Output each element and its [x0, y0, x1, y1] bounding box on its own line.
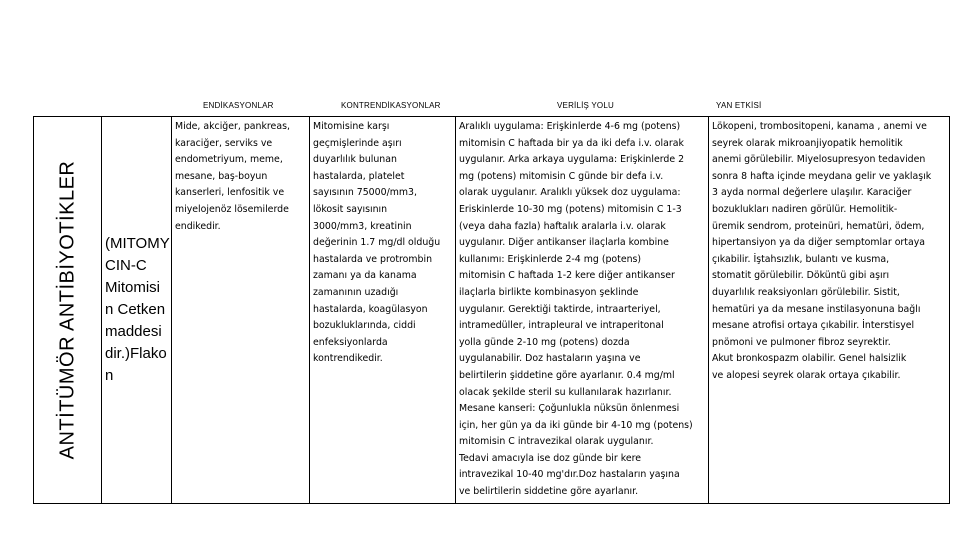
text-line: duyarlılık bulunan: [313, 154, 397, 166]
text-line: geçmişlerinde aşırı: [313, 137, 402, 149]
text-line: enfeksiyonlarda: [313, 336, 388, 348]
text-line: hastalarda, platelet: [313, 170, 405, 182]
text-line: dir.)Flako: [105, 344, 167, 362]
text-line: kontrendikedir.: [313, 353, 383, 365]
text-line: mesane, baş-boyun: [175, 170, 268, 182]
table-row: [34, 117, 950, 504]
text-line: mg (potens) mitomisin C günde bir defa i.v.: [459, 170, 664, 182]
drug-table: [33, 116, 950, 504]
category-cell: [34, 117, 102, 504]
text-line: 3 ayda normal değerlere ulaşılır. Karaciğer: [712, 187, 912, 199]
text-line: lökosit sayısının: [313, 203, 388, 215]
text-line: Mitomisi: [105, 278, 160, 296]
text-line: çıkabilir. İştahsızlık, bulantı ve kusma,: [712, 253, 890, 265]
text-line: sonra 8 hafta içinde meydana gelir ve yaklaşık: [712, 170, 932, 182]
header-route: VERİLİŞ YOLU: [557, 101, 614, 110]
text-line: ilaçlarla birlikte kombinasyon şeklinde: [459, 286, 639, 298]
text-line: olarak uygulanır. Aralıklı yüksek doz uygulama:: [459, 187, 681, 199]
text-line: maddesi: [105, 322, 162, 340]
text-line: hematüri ya da mesane instilasyonuna bağlı: [712, 303, 921, 315]
header-contraindications: KONTRENDİKASYONLAR: [341, 101, 441, 110]
text-line: hipertansiyon ya da diğer semptomlar ortaya: [712, 237, 926, 249]
text-line: değerinin 1.7 mg/dl olduğu: [313, 237, 441, 249]
text-line: 3000/mm3, kreatinin: [313, 220, 412, 232]
text-line: ve alopesi seyrek olarak ortaya çıkabilir.: [712, 369, 901, 381]
text-line: seyrek olarak mikroanjiyopatik hemolitik: [712, 137, 903, 149]
text-line: Tedavi amacıyla ise doz günde bir kere: [459, 452, 642, 464]
text-line: Aralıklı uygulama: Erişkinlerde 4-6 mg (potens): [459, 121, 681, 132]
text-line: kullanımı: Erişkinlerde 2-4 mg (potens): [459, 253, 642, 265]
text-line: sayısının 75000/mm3,: [313, 187, 417, 199]
header-indications: ENDİKASYONLAR: [203, 101, 274, 110]
text-line: ve belirtilerin siddetine göre ayarlanır.: [459, 486, 639, 498]
text-line: üremik sendrom, proteinüri, hematüri, ödem,: [712, 220, 925, 232]
text-line: Mitomisine karşı: [313, 121, 390, 132]
text-line: mesane atrofisi ortaya çıkabilir. İnterstisyel: [712, 320, 915, 332]
text-line: hastalarda ve protrombin: [313, 253, 433, 265]
text-line: Mide, akciğer, pankreas,: [175, 121, 290, 132]
text-line: bozukluklarında, ciddi: [313, 320, 416, 332]
side-effects-cell: [709, 117, 950, 504]
text-line: intravezikal 10-40 mg'dır.Doz hastaların yaşına: [459, 469, 680, 481]
text-line: uygulanır. Diğer antikanser ilaçlarla kombine: [459, 237, 669, 249]
route-cell: [456, 117, 709, 504]
text-line: (MITOMY: [105, 234, 170, 252]
text-line: hastalarda, koagülasyon: [313, 303, 428, 315]
text-line: n: [105, 366, 114, 384]
text-line: endikedir.: [175, 220, 221, 232]
text-line: miyelojenöz lösemilerde: [175, 203, 289, 215]
text-line: Eriskinlerde 10-30 mg (potens) mitomisin C 1-3: [459, 203, 682, 215]
text-line: mitomisin C haftada bir ya da iki defa i.v. olarak: [459, 137, 684, 149]
text-line: (veya daha fazla) haftalık aralarla i.v. olarak: [459, 220, 666, 232]
text-line: Lökopeni, trombositopeni, kanama , anemi ve: [712, 121, 927, 132]
text-line: karaciğer, serviks ve: [175, 137, 273, 149]
text-line: zamanı ya da kanama: [313, 270, 417, 282]
contraindications-cell: [310, 117, 456, 504]
text-line: Mesane kanseri: Çoğunlukla nüksün önlenmesi: [459, 403, 680, 415]
text-line: olacak şekilde steril su kullanılarak hazırlanır.: [459, 386, 672, 398]
text-line: belirtilerin şiddetine göre ayarlanır. 0.4 mg/ml: [459, 369, 675, 381]
text-line: Akut bronkospazm olabilir. Genel halsizlik: [712, 353, 907, 365]
indications-cell: [172, 117, 310, 504]
text-line: intramedüller, intrapleural ve intraperitonal: [459, 320, 664, 332]
text-line: pnömoni ve pulmoner fibroz seyrektir.: [712, 336, 891, 348]
text-line: uygulanır. Arka arkaya uygulama: Erişkinlerde 2: [459, 154, 685, 166]
text-line: uygulanabilir. Doz hastaların yaşına ve: [459, 353, 641, 365]
text-line: bozuklukları nadiren görülür. Hemolitik-: [712, 203, 898, 215]
category-label: ANTİTÜMÖR ANTİBİYOTİKLER: [56, 160, 79, 460]
text-line: uygulanır. Gerektiği taktirde, intraarteriyel,: [459, 303, 661, 315]
header-side-effects: YAN ETKİSİ: [716, 101, 762, 110]
drug-name-cell: [102, 117, 172, 504]
text-line: n Cetken: [105, 300, 166, 318]
text-line: mitomisin C haftada 1-2 kere diğer antikanser: [459, 270, 675, 282]
text-line: anemi görülebilir. Miyelosupresyon tedaviden: [712, 154, 926, 166]
text-line: kanserleri, lenfositik ve: [175, 187, 285, 199]
text-line: CIN-C: [105, 256, 147, 274]
text-line: stomatit görülebilir. Döküntü gibi aşırı: [712, 270, 890, 282]
text-line: mitomisin C intravezikal olarak uygulanır.: [459, 436, 654, 448]
text-line: zamanının uzadığı: [313, 286, 399, 298]
text-line: için, her gün ya da iki günde bir 4-10 mg (potens): [459, 419, 693, 431]
text-line: endometriyum, meme,: [175, 154, 283, 166]
text-line: duyarlılık reaksiyonları görülebilir. Sistit,: [712, 286, 900, 298]
text-line: yolla günde 2-10 mg (potens) dozda: [459, 336, 630, 348]
